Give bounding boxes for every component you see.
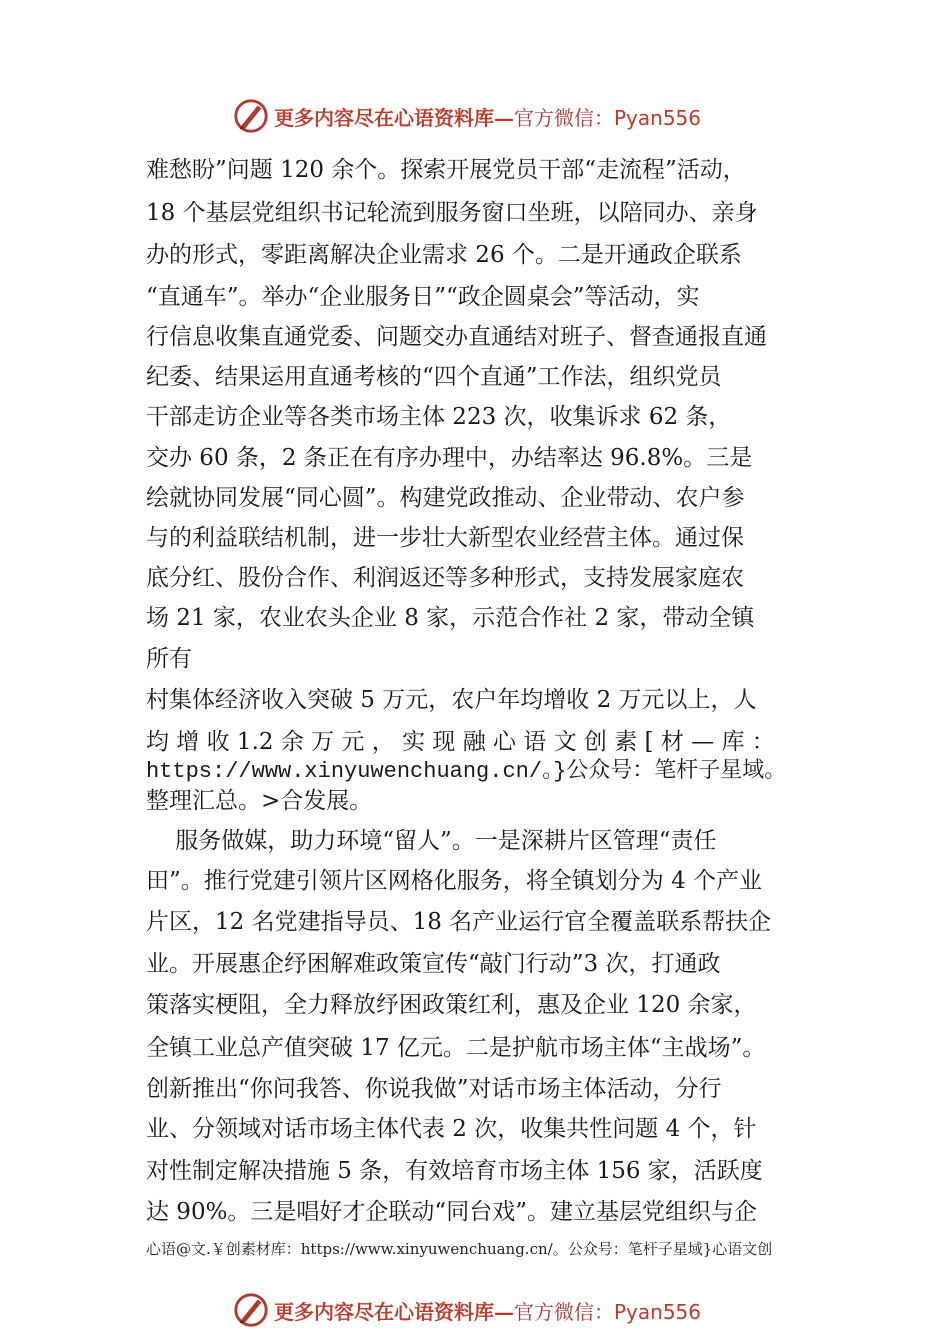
body-line: “直通车”。举办“企业服务日”“政企圆桌会”等活动，实 xyxy=(146,284,700,310)
body-line: 18 个基层党组织书记轮流到服务窗口坐班，以陪同办、亲身 xyxy=(146,200,758,226)
footer-wechat-id: Pyan556 xyxy=(614,1299,702,1324)
body-line: 创新推出“你问我答、你说我做”对话市场主体活动，分行 xyxy=(146,1076,722,1102)
header-brand-text: 更多内容尽在心语资料库—官方微信：Pyan556 xyxy=(274,105,702,130)
footer-brand-text: 更多内容尽在心语资料库—官方微信：Pyan556 xyxy=(274,1299,702,1324)
body-line: 片区，12 名党建指导员、18 名产业运行官全覆盖联系帮扶企 xyxy=(146,909,772,935)
body-line: 田”。推行党建引领片区网格化服务，将全镇划分为 4 个产业 xyxy=(146,868,763,894)
header-wechat-label: 官方微信： xyxy=(514,105,614,130)
header-banner xyxy=(232,96,701,136)
body-line: 对性制定解决措施 5 条，有效培育市场主体 156 家，活跃度 xyxy=(146,1158,763,1184)
body-line: 均 增 收 1.2 余 万 元 ， 实 现 融 心 语 文 创 素 [ 材 — 库 ： xyxy=(146,729,775,755)
pen-circle-logo-icon xyxy=(232,97,270,135)
body-line: 达 90%。三是唱好才企联动“同台戏”。建立基层党组织与企 xyxy=(146,1199,757,1225)
header-wechat-id: Pyan556 xyxy=(614,105,702,130)
body-line-url: https://www.xinyuwenchuang.cn/。}公众号：笔杆子星域。 xyxy=(146,759,787,784)
pen-circle-logo-icon xyxy=(232,1291,270,1329)
body-line: 底分红、股份合作、利润返还等多种形式，支持发展家庭农 xyxy=(146,565,744,591)
body-line: 行信息收集直通党委、问题交办直通结对班子、督查通报直通 xyxy=(146,324,767,350)
body-line: 业。开展惠企纾困解难政策宣传“敲门行动”3 次，打通政 xyxy=(146,951,721,977)
body-line: 全镇工业总产值突破 17 亿元。二是护航市场主体“主战场”。 xyxy=(146,1035,766,1061)
body-line: 整理汇总。>合发展。 xyxy=(146,788,373,814)
body-line: 难愁盼”问题 120 余个。探索开展党员干部“走流程”活动， xyxy=(146,157,746,183)
footer-wechat-label: 官方微信： xyxy=(514,1299,614,1324)
body-line: 业、分领域对话市场主体代表 2 次，收集共性问题 4 个，针 xyxy=(146,1116,757,1142)
body-line: 场 21 家，农业农头企业 8 家，示范合作社 2 家，带动全镇 xyxy=(146,605,755,631)
body-line: 干部走访企业等各类市场主体 223 次，收集诉求 62 条， xyxy=(146,404,732,430)
body-line: 与的利益联结机制，进一步壮大新型农业经营主体。通过保 xyxy=(146,525,744,551)
body-line: 服务做媒，助力环境“留人”。一是深耕片区管理“责任 xyxy=(146,828,717,854)
body-line: 办的形式，零距离解决企业需求 26 个。二是开通政企联系 xyxy=(146,242,742,268)
footer-watermark: 心语@文.￥创素材库：https://www.xinyuwenchuang.cn/。公众号：笔杆子星域}心语文创 xyxy=(146,1240,773,1258)
body-line: 绘就协同发展“同心圆”。构建党政推动、企业带动、农户参 xyxy=(146,485,745,511)
footer-banner xyxy=(232,1290,701,1330)
body-line: 村集体经济收入突破 5 万元，农户年均增收 2 万元以上，人 xyxy=(146,687,757,713)
body-line: 所有 xyxy=(146,646,192,672)
body-line: 交办 60 条，2 条正在有序办理中，办结率达 96.8%。三是 xyxy=(146,445,753,471)
body-line: 策落实梗阻，全力释放纾困政策红利，惠及企业 120 余家， xyxy=(146,992,757,1018)
body-line: 纪委、结果运用直通考核的“四个直通”工作法，组织党员 xyxy=(146,364,722,390)
